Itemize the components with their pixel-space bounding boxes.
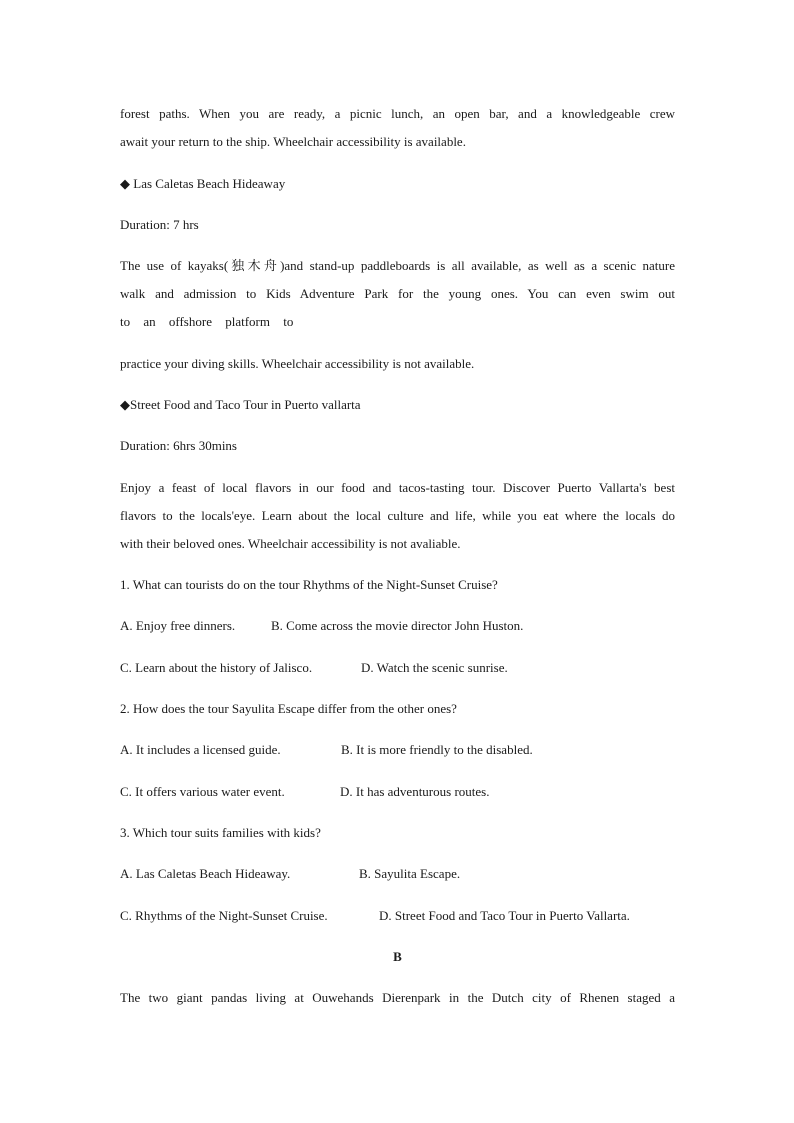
option-c: C. Rhythms of the Night-Sunset Cruise. [120,908,328,923]
option-b: B. Come across the movie director John Huston. [271,618,524,633]
option-c: C. Learn about the history of Jalisco. [120,660,313,675]
tour-title: ◆ Las Caletas Beach Hideaway [120,176,286,191]
option-a: A. It includes a licensed guide. [120,742,281,757]
option-d: D. Street Food and Taco Tour in Puerto Vallarta. [379,908,630,923]
tour-description-line: with their beloved ones. Wheelchair accessibility is not avaliable. [120,536,461,551]
option-c: C. It offers various water event. [120,784,285,799]
tour-description-line: to an offshore platform to [120,314,294,329]
option-a: A. Enjoy free dinners. [120,618,236,633]
tour-description-line: practice your diving skills. Wheelchair accessibility is not available. [120,356,475,371]
tour-description-line: The use of kayaks(独木舟)and stand-up paddleboards is all available, as well as a scenic nature [120,258,675,273]
tour-duration: Duration: 7 hrs [120,217,199,232]
option-d: D. It has adventurous routes. [340,784,490,799]
option-b: B. Sayulita Escape. [359,866,461,881]
question-stem: 1. What can tourists do on the tour Rhythms of the Night-Sunset Cruise? [120,577,498,592]
tour-description-line: flavors to the locals'eye. Learn about the local culture and life, while you eat where the locals do [120,508,675,523]
question-stem: 3. Which tour suits families with kids? [120,825,321,840]
passage-line: await your return to the ship. Wheelchair accessibility is available. [120,134,466,149]
tour-title: ◆Street Food and Taco Tour in Puerto vallarta [120,397,361,412]
passage-line: The two giant pandas living at Ouwehands Dierenpark in the Dutch city of Rhenen staged a [120,990,675,1005]
tour-description-line: walk and admission to Kids Adventure Park for the young ones. You can even swim out [120,286,675,301]
passage-line: forest paths. When you are ready, a picnic lunch, an open bar, and a knowledgeable crew [120,106,675,121]
option-a: A. Las Caletas Beach Hideaway. [120,866,291,881]
question-stem: 2. How does the tour Sayulita Escape differ from the other ones? [120,701,457,716]
section-heading: B [393,949,402,964]
option-d: D. Watch the scenic sunrise. [361,660,508,675]
tour-description-line: Enjoy a feast of local flavors in our food and tacos-tasting tour. Discover Puerto Vallarta's best [120,480,675,495]
tour-duration: Duration: 6hrs 30mins [120,438,237,453]
option-b: B. It is more friendly to the disabled. [341,742,533,757]
